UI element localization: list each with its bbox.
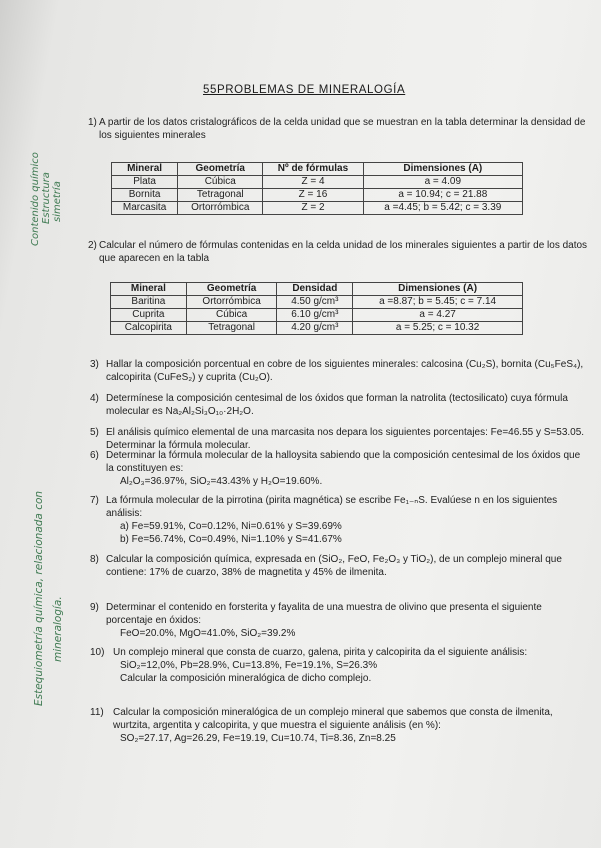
problem-number: 6) [90, 450, 99, 461]
table-cell: Calcopirita [111, 322, 187, 335]
problem-7 [90, 494, 590, 546]
problem-11 [90, 706, 590, 745]
margin-note-top-line2: Estructura [41, 172, 52, 224]
margin-note-bottom [30, 491, 68, 706]
page-title: 55PROBLEMAS DE MINERALOGÍA [203, 84, 406, 96]
problem-2 [88, 239, 588, 265]
problem-10 [90, 646, 590, 685]
problem-number: 1) [88, 117, 97, 128]
table-cell: Z = 16 [263, 189, 363, 202]
margin-note-top-line3: simetría [52, 181, 63, 222]
table-row [112, 176, 523, 189]
problem-number: 5) [90, 427, 99, 438]
table-cell: Cúbica [186, 309, 277, 322]
problem-number: 10) [90, 647, 105, 658]
problem-8 [90, 553, 590, 579]
problem-number: 9) [90, 602, 99, 613]
table-cell: 4.50 g/cm³ [277, 296, 353, 309]
header-cell: Dimensiones (A) [353, 283, 523, 296]
problem-text: La fórmula molecular de la pirrotina (pirita magnética) se escribe Fe₁₋ₙS. Evalúese n en los siguientes análisis: [106, 495, 558, 519]
problem-3 [90, 358, 590, 384]
problem-text: Calcular la composición química, expresada en (SiO₂, FeO, Fe₂O₃ y TiO₂), de un complejo mineral que contiene: 17% de cuarzo, 38% de magnetita y 45% de ilmenita. [106, 554, 562, 578]
problem-text: Un complejo mineral que consta de cuarzo, galena, pirita y calcopirita da el siguiente análisis: [113, 647, 528, 658]
table-cell: Plata [112, 176, 178, 189]
problem-data: FeO=20.0%, MgO=41.0%, SiO₂=39.2% [120, 628, 296, 639]
header-cell: Mineral [111, 283, 187, 296]
table-cell: Z = 2 [263, 202, 363, 215]
table-cell: Bornita [112, 189, 178, 202]
problem-text: El análisis químico elemental de una marcasita nos depara los siguientes porcentajes: Fe=46.55 y S=53.05. Determinar la fórmula molecular. [106, 427, 585, 451]
table-cell: a =8.87; b = 5.45; c = 7.14 [353, 296, 523, 309]
problem-number: 4) [90, 393, 99, 404]
problem-number: 7) [90, 495, 99, 506]
table-row [112, 189, 523, 202]
problem-extra: Calcular la composición mineralógica de dicho complejo. [120, 673, 372, 684]
table-cell: a = 10.94; c = 21.88 [363, 189, 522, 202]
table-cell: Ortorrómbica [178, 202, 263, 215]
table-cell: Ortorrómbica [186, 296, 277, 309]
problem-data: SiO₂=12,0%, Pb=28.9%, Cu=13.8%, Fe=19.1%, S=26.3% [120, 660, 378, 671]
table-cell: Tetragonal [186, 322, 277, 335]
problem-text: Determinar el contenido en forsterita y fayalita de una muestra de olivino que presenta el siguiente porcentaje en óxidos: [106, 602, 542, 626]
problem-text: Determinar la fórmula molecular de la halloysita sabiendo que la composición centesimal de los óxidos que la constituyen es: [106, 450, 581, 474]
margin-note-bottom-line1: Estequiometría química, relacionada con [33, 490, 45, 706]
problem-text: Calcular el número de fórmulas contenidas en la celda unidad de los minerales siguientes a partir de los datos que aparecen en la tabla [99, 240, 588, 264]
table-cell: Marcasita [112, 202, 178, 215]
table-cell: 4.20 g/cm³ [277, 322, 353, 335]
problem-number: 2) [88, 240, 97, 251]
table-cell: Z = 4 [263, 176, 363, 189]
table-cell: Cúbica [178, 176, 263, 189]
header-cell: Mineral [112, 163, 178, 176]
margin-note-top [30, 152, 63, 246]
table-cell: 6.10 g/cm³ [277, 309, 353, 322]
table-1 [111, 162, 523, 215]
problem-number: 3) [90, 359, 99, 370]
table-cell: a =4.45; b = 5.42; c = 3.39 [363, 202, 522, 215]
problem-text: A partir de los datos cristalográficos de la celda unidad que se muestran en la tabla determinar la densidad de los siguientes minerales [99, 117, 586, 141]
table-row [111, 322, 523, 335]
problem-item-a: a) Fe=59.91%, Co=0.12%, Ni=0.61% y S=39.69% [120, 521, 342, 532]
table-row [111, 309, 523, 322]
problem-1 [88, 116, 588, 142]
table-cell: Baritina [111, 296, 187, 309]
header-cell: Densidad [277, 283, 353, 296]
margin-note-top-line1: Contenido químico [30, 152, 41, 246]
header-cell: Nº de fórmulas [263, 163, 363, 176]
problem-9 [90, 601, 590, 640]
margin-note-bottom-line2: mineralogía. [52, 596, 64, 662]
problem-data: SO₂=27.17, Ag=26.29, Fe=19.19, Cu=10.74, Ti=8.36, Zn=8.25 [120, 733, 396, 744]
problem-data: Al₂O₃=36.97%, SiO₂=43.43% y H₂O=19.60%. [120, 476, 323, 487]
header-cell: Dimensiones (A) [363, 163, 522, 176]
table-cell: Tetragonal [178, 189, 263, 202]
table-header-row [112, 163, 523, 176]
table-cell: a = 4.09 [363, 176, 522, 189]
problem-text: Calcular la composición mineralógica de un complejo mineral que sabemos que consta de ilmenita, wurtzita, argentita y calcopirita, y que muestra el siguiente análisis (en %): [113, 707, 553, 731]
problem-item-b: b) Fe=56.74%, Co=0.49%, Ni=1.10% y S=41.67% [120, 534, 342, 545]
header-cell: Geometría [178, 163, 263, 176]
header-cell: Geometría [186, 283, 277, 296]
problem-6 [90, 449, 590, 488]
table-row [111, 296, 523, 309]
problem-number: 8) [90, 554, 99, 565]
problem-number: 11) [90, 707, 104, 718]
problem-4 [90, 392, 590, 418]
table-row [112, 202, 523, 215]
table-2 [110, 282, 523, 335]
table-header-row [111, 283, 523, 296]
table-cell: a = 4.27 [353, 309, 523, 322]
table-cell: a = 5.25; c = 10.32 [353, 322, 523, 335]
table-cell: Cuprita [111, 309, 187, 322]
problem-text: Hallar la composición porcentual en cobre de los siguientes minerales: calcosina (Cu₂S), bornita (Cu₅FeS₄), calcopirita (CuFeS₂) y cuprita (Cu₂O). [106, 359, 584, 383]
problem-text: Determínese la composición centesimal de los óxidos que forman la natrolita (tectosilicato) cuya fórmula molecular es Na₂Al₂Si₃O₁₀·2H₂O. [106, 393, 568, 417]
